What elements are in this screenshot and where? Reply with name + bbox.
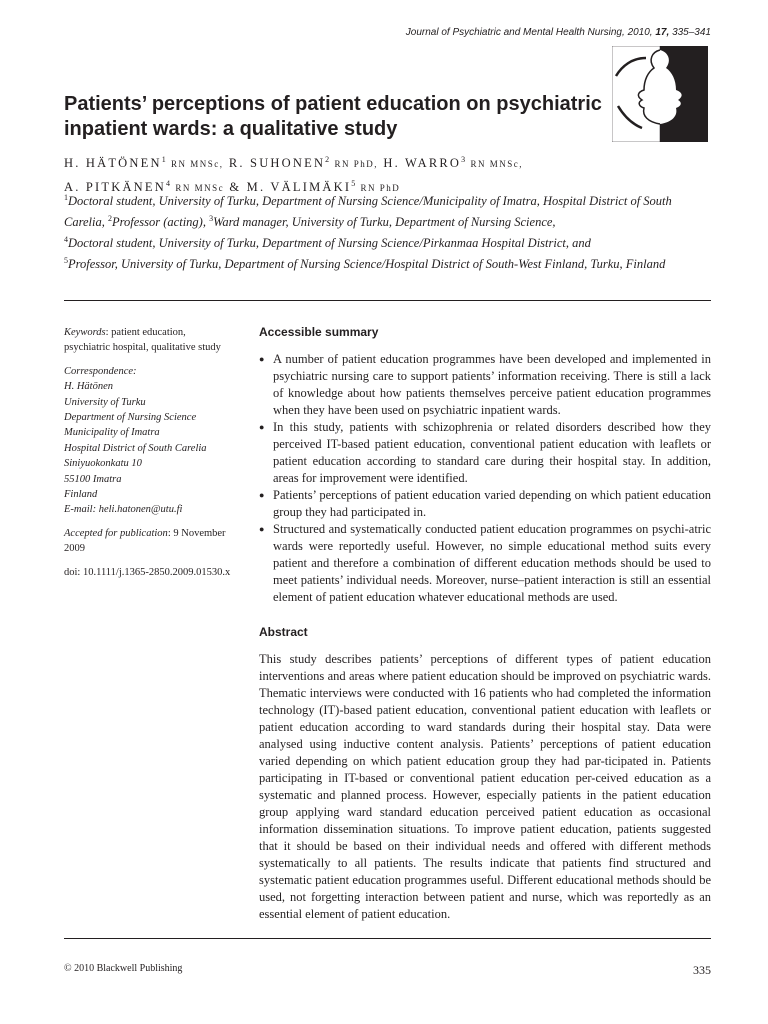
author-name: H. WARRO bbox=[383, 156, 462, 171]
address-line: H. Hätönen bbox=[64, 381, 113, 393]
article-main bbox=[259, 324, 711, 923]
address-line: Department of Nursing Science bbox=[64, 412, 197, 424]
author-name: A. PITKÄNEN bbox=[64, 180, 166, 195]
summary-bullet: ● Patients’ perceptions of patient education varied depending on which patient education group they had participated in. bbox=[259, 487, 711, 521]
abstract-text: This study describes patients’ perceptions of different types of patient education interventions and areas where patient education should be improved on psychiatric wards. Thematic interviews were conducted with 16 patients who had completed the information technology (IT)-based patient education, conventional patient education with leaflets or patient education according to ward standards during their hospital stay. Data were analysed using inductive content analysis. Patients’ perceptions of patient education varied depending on which patient education group they had par-ticipated in. Patients participating in IT-based or conventional patient education per-ceived education as a systematic and planned process. However, especially patients in the patient education group applying ward standard education perceived patient education as occasional information dissemination situations. To improve patient education, patients suggested that it should be based on their individual needs and offered with different methods systematically to all patients. The results indicate that patients find structured and systematic patient education programmes useful. Different educational methods should be used, not forgetting interaction between patient and nurse, which was reportedly as an essential element of patient education. bbox=[259, 652, 711, 921]
author-affil-number: 2 bbox=[325, 155, 330, 164]
journal-pages: 335–341 bbox=[672, 27, 711, 38]
address-line: Hospital District of South Carelia bbox=[64, 442, 207, 454]
affil-number: 4 bbox=[64, 235, 68, 245]
article-sidebar bbox=[64, 325, 234, 588]
accepted-label: Accepted for publication bbox=[64, 527, 168, 539]
keywords-label: Keywords bbox=[64, 327, 106, 338]
address-line: Siniyuokonkatu 10 bbox=[64, 458, 142, 470]
journal-logo-icon bbox=[612, 46, 708, 142]
author-degree: RN MNSc bbox=[175, 183, 225, 194]
author-name: R. SUHONEN bbox=[228, 156, 326, 171]
journal-volume: 17, bbox=[655, 27, 670, 38]
affil-number: 5 bbox=[64, 256, 68, 266]
affil-number: 2 bbox=[107, 214, 112, 224]
author-degree: RN MNSc, bbox=[470, 159, 523, 170]
address-line: Finland bbox=[64, 489, 98, 501]
page-number: 335 bbox=[693, 963, 711, 977]
author-affil-number: 5 bbox=[351, 179, 356, 189]
article-title: Patients’ perceptions of patient education on psychiatric inpatient wards: a qualitative study bbox=[64, 93, 602, 140]
address-line: University of Turku bbox=[64, 396, 146, 408]
author-separator: & bbox=[229, 180, 242, 195]
author-name: M. VÄLIMÄKI bbox=[246, 180, 352, 195]
address-line: Municipality of Imatra bbox=[64, 427, 160, 439]
doi[interactable]: doi: 10.1111/j.1365-2850.2009.01530.x bbox=[64, 566, 231, 578]
author-affil-number: 1 bbox=[161, 155, 166, 164]
email-address[interactable]: E-mail: heli.hatonen@utu.fi bbox=[64, 504, 183, 516]
affil-text: Doctoral student, University of Turku, Department of Nursing Science/Municipality of Imatra, Hospital District of South Carelia, bbox=[64, 194, 672, 230]
journal-name: Journal of Psychiatric and Mental Health Nursing bbox=[405, 27, 622, 38]
journal-citation: Journal of Psychiatric and Mental Health Nursing, 2010, 17, 335–341 bbox=[405, 27, 711, 38]
affil-text: Doctoral student, University of Turku, Department of Nursing Science/Pirkanmaa Hospital District, and bbox=[68, 236, 591, 251]
summary-bullet: ● In this study, patients with schizophrenia or related disorders described how they perceived IT-based patient education, conventional patient education with leaflets or patient education according to standard care during their hospital stay. In addition, areas for improvement were identified. bbox=[259, 419, 711, 487]
journal-year: 2010, bbox=[627, 27, 653, 38]
summary-list bbox=[259, 351, 711, 606]
keywords bbox=[64, 325, 234, 356]
summary-heading: Accessible summary bbox=[259, 325, 379, 339]
affil-number: 3 bbox=[209, 214, 214, 224]
summary-bullet: ● Structured and systematically conducted patient education programmes on psychi-atric wards were reportedly useful. However, no simple educational method suits every patient and therefore a combination of different education methods should be used to meet patients’ individual needs. Moreover, nurse–patient interaction is still an essential element of patient education whatever educational methods are used. bbox=[259, 521, 711, 606]
affiliations bbox=[64, 189, 714, 274]
affil-number: 1 bbox=[64, 193, 68, 202]
page-footer bbox=[64, 963, 711, 978]
author-degree: RN MNSc, bbox=[171, 159, 224, 170]
author-affil-number: 3 bbox=[461, 155, 466, 164]
footer-divider bbox=[64, 938, 711, 939]
author-degree: RN PhD bbox=[360, 183, 401, 194]
keywords-text: : patient education, psychiatric hospital, qualitative study bbox=[64, 327, 221, 354]
abstract-heading: Abstract bbox=[259, 625, 308, 639]
affil-text: Professor, University of Turku, Department of Nursing Science/Hospital District of South-West Finland, Turku, Finland bbox=[68, 257, 666, 272]
copyright: © 2010 Blackwell Publishing bbox=[64, 963, 183, 974]
affil-text: Professor (acting), bbox=[111, 215, 210, 230]
address-line: 55100 Imatra bbox=[64, 473, 122, 485]
author-name: H. HÄTÖNEN bbox=[64, 156, 162, 171]
header-divider bbox=[64, 300, 711, 301]
affil-text: Ward manager, University of Turku, Department of Nursing Science, bbox=[213, 215, 556, 230]
accepted-date: : 9 November 2009 bbox=[64, 527, 226, 555]
correspondence bbox=[64, 364, 234, 518]
author-degree: RN PhD, bbox=[334, 159, 379, 170]
correspondence-label: Correspondence: bbox=[64, 365, 137, 377]
accepted bbox=[64, 526, 234, 557]
author-affil-number: 4 bbox=[165, 179, 170, 189]
summary-bullet: ● A number of patient education programmes have been developed and implemented in psychiatric nursing care to support patients’ information receiving. There is still a lack of knowledge about how patients themselves perceive patient education programmes when they have been used on psychiatric inpatient wards. bbox=[259, 351, 711, 419]
